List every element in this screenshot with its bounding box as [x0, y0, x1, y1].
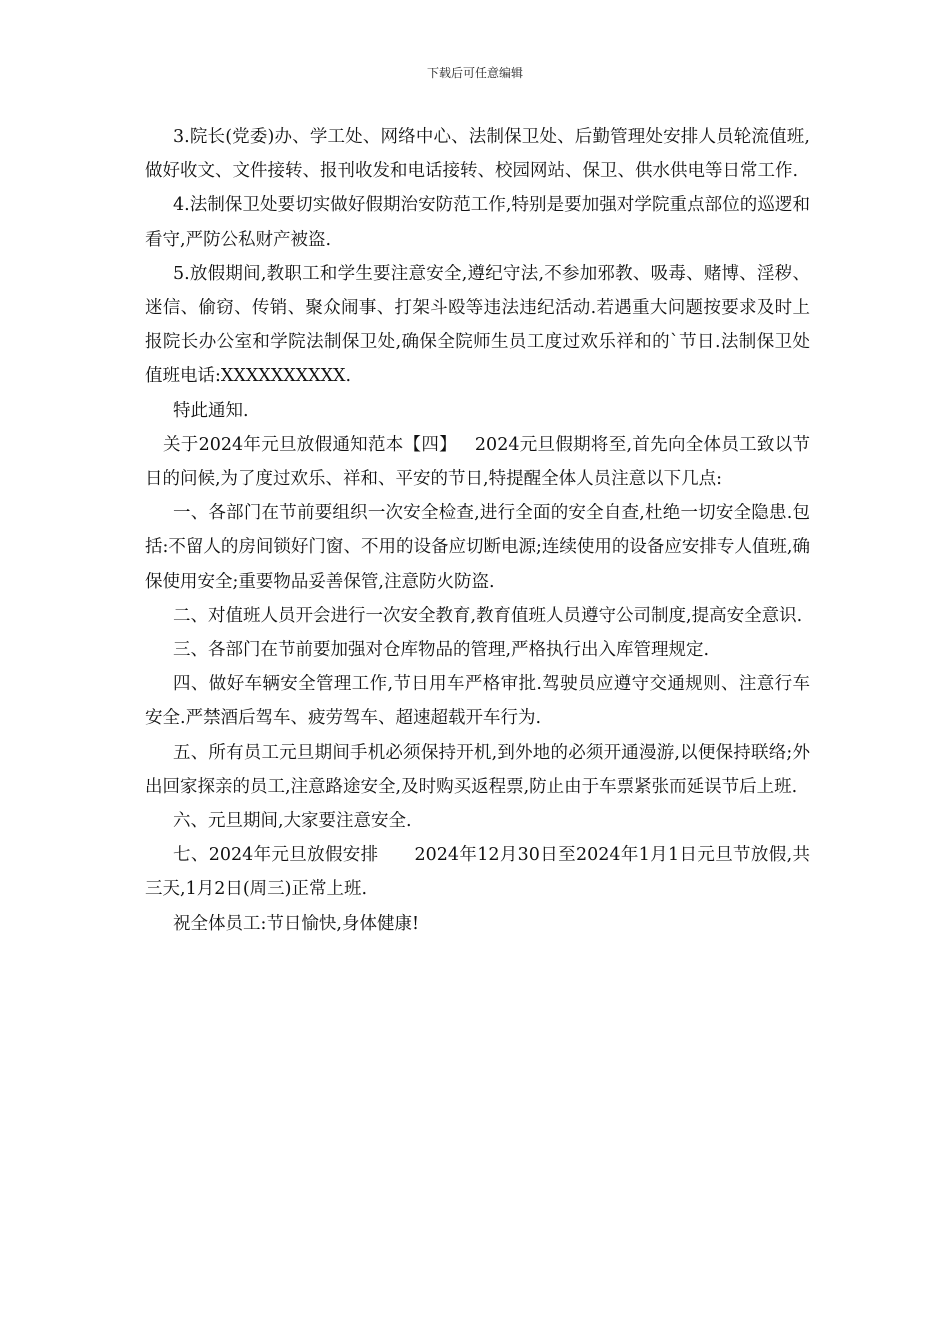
- paragraph-item-4: 4.法制保卫处要切实做好假期治安防范工作,特别是要加强对学院重点部位的巡逻和看守,严防公私财产被盗.: [145, 195, 810, 250]
- paragraph-item-two: 二、对值班人员开会进行一次安全教育,教育值班人员遵守公司制度,提高安全意识.: [173, 605, 803, 626]
- item7-text: 2024年12月30日至2024年1月1日元旦节放假,共三天,1月2日(周三)正常上班.: [145, 845, 810, 900]
- paragraph-closing: 特此通知.: [173, 400, 249, 421]
- page-header: 下载后可任意编辑: [426, 66, 523, 80]
- notice-title: 关于2024年元旦放假通知范本【四】: [163, 434, 457, 455]
- document-body: [145, 120, 810, 941]
- paragraph-item-3: 3.院长(党委)办、学工处、网络中心、法制保卫处、后勤管理处安排人员轮流值班,做好收文、文件接转、报刊收发和电话接转、校园网站、保卫、供水供电等日常工作.: [145, 127, 810, 182]
- item7-title: 七、2024年元旦放假安排: [173, 845, 379, 866]
- paragraph-item-one: 一、各部门在节前要组织一次安全检查,进行全面的安全自查,杜绝一切安全隐患.包括:不留人的房间锁好门窗、不用的设备应切断电源;连续使用的设备应安排专人值班,确保使用安全;重要物品妥善保管,注意防火防盗.: [145, 503, 810, 592]
- notice-intro: 2024元旦假期将至,首先向全体员工致以节日的问候,为了度过欢乐、祥和、平安的节日,特提醒全体人员注意以下几点:: [145, 434, 810, 490]
- paragraph-item-seven: [145, 838, 810, 906]
- paragraph-item-four: 四、做好车辆安全管理工作,节日用车严格审批.驾驶员应遵守交通规则、注意行车安全.严禁酒后驾车、疲劳驾车、超速超载开车行为.: [145, 674, 810, 729]
- paragraph-item-five: 五、所有员工元旦期间手机必须保持开机,到外地的必须开通漫游,以便保持联络;外出回家探亲的员工,注意路途安全,及时购买返程票,防止由于车票紧张而延误节后上班.: [145, 742, 810, 797]
- paragraph-item-three: 三、各部门在节前要加强对仓库物品的管理,严格执行出入库管理规定.: [173, 640, 710, 661]
- notice-heading-paragraph: [145, 428, 810, 496]
- paragraph-item-six: 六、元旦期间,大家要注意安全.: [173, 811, 412, 832]
- paragraph-item-5: 5.放假期间,教职工和学生要注意安全,遵纪守法,不参加邪教、吸毒、赌博、淫秽、迷信、偷窃、传销、聚众闹事、打架斗殴等违法违纪活动.若遇重大问题按要求及时上报院长办公室和学院法制保卫处,确保全院师生员工度过欢乐祥和的`节日.法制保卫处值班电话:XXXXXXXXXX.: [145, 263, 810, 387]
- paragraph-greeting: 祝全体员工:节日愉快,身体健康!: [173, 913, 419, 934]
